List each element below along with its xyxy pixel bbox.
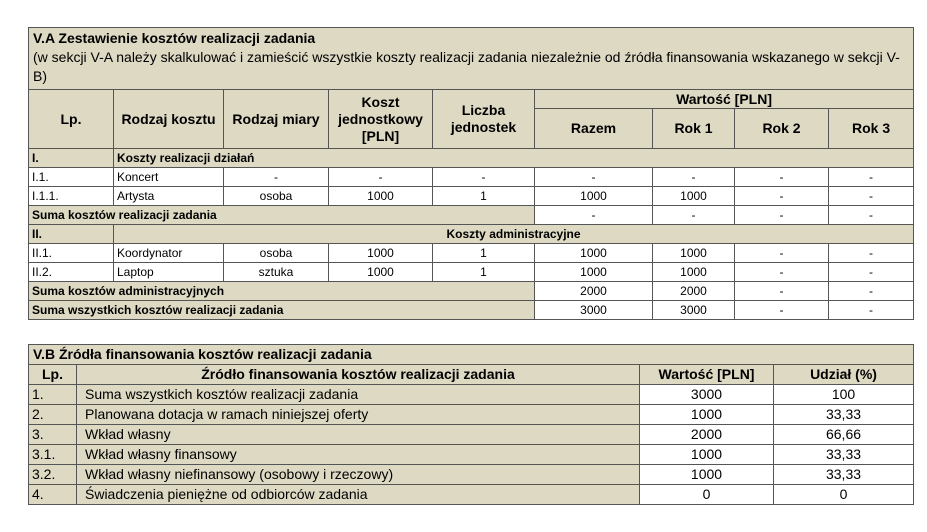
cell-wartosc: 3000 xyxy=(640,385,774,405)
table-row xyxy=(29,445,914,465)
group-label: Koszty administracyjne xyxy=(114,225,914,244)
cell-rok3: - xyxy=(829,244,914,263)
cell-rodzaj: Koordynator xyxy=(114,244,224,263)
cell-udzial: 100 xyxy=(774,385,914,405)
group-label: Koszty realizacji działań xyxy=(114,149,914,168)
cell-miara: sztuka xyxy=(224,263,329,282)
cell-rok3: - xyxy=(829,168,914,187)
cell-zrodlo: Świadczenia pieniężne od odbiorców zadania xyxy=(77,485,640,505)
sum-row xyxy=(29,206,914,225)
cell-rok3: - xyxy=(829,187,914,206)
cell-miara: osoba xyxy=(224,187,329,206)
cell-razem: 1000 xyxy=(535,187,653,206)
cell-koszt: 1000 xyxy=(329,263,433,282)
sum-label: Suma wszystkich kosztów realizacji zadania xyxy=(29,301,535,320)
table-row xyxy=(29,465,914,485)
header-rodzaj-miary: Rodzaj miary xyxy=(224,90,329,149)
table-row xyxy=(29,263,914,282)
cell-rok2: - xyxy=(735,263,829,282)
group-lp: II. xyxy=(29,225,114,244)
cell-lp: I.1.1. xyxy=(29,187,114,206)
cell-rok1: 1000 xyxy=(653,263,735,282)
group-lp: I. xyxy=(29,149,114,168)
cell-wartosc: 2000 xyxy=(640,425,774,445)
section-b-title-row xyxy=(29,345,914,365)
cell-wartosc: 1000 xyxy=(640,445,774,465)
table-row xyxy=(29,485,914,505)
cell-udzial: 66,66 xyxy=(774,425,914,445)
sum-rok2: - xyxy=(735,282,829,301)
cell-lp: II.2. xyxy=(29,263,114,282)
group-row xyxy=(29,149,914,168)
table-row xyxy=(29,244,914,263)
header-wartosc: Wartość [PLN] xyxy=(640,365,774,385)
section-a-title-row xyxy=(29,28,914,90)
cell-wartosc: 1000 xyxy=(640,405,774,425)
cell-liczba: - xyxy=(433,168,535,187)
cell-rok1: - xyxy=(653,168,735,187)
table-row xyxy=(29,187,914,206)
cell-rok1: 1000 xyxy=(653,187,735,206)
header-rok2: Rok 2 xyxy=(735,109,829,149)
cell-rodzaj: Koncert xyxy=(114,168,224,187)
cell-lp: 3.1. xyxy=(29,445,77,465)
header-row-1 xyxy=(29,90,914,109)
cell-zrodlo: Planowana dotacja w ramach niniejszej oferty xyxy=(77,405,640,425)
sum-rok2: - xyxy=(735,301,829,320)
sum-razem: 3000 xyxy=(535,301,653,320)
sum-row xyxy=(29,282,914,301)
cell-lp: 1. xyxy=(29,385,77,405)
cell-razem: - xyxy=(535,168,653,187)
table-row xyxy=(29,385,914,405)
cell-rodzaj: Laptop xyxy=(114,263,224,282)
sum-row xyxy=(29,301,914,320)
cell-lp: II.1. xyxy=(29,244,114,263)
sum-rok1: 2000 xyxy=(653,282,735,301)
header-razem: Razem xyxy=(535,109,653,149)
sum-label: Suma kosztów administracyjnych xyxy=(29,282,535,301)
cell-lp: 3. xyxy=(29,425,77,445)
cell-liczba: 1 xyxy=(433,187,535,206)
header-rok1: Rok 1 xyxy=(653,109,735,149)
cell-koszt: - xyxy=(329,168,433,187)
cell-koszt: 1000 xyxy=(329,244,433,263)
cell-lp: 3.2. xyxy=(29,465,77,485)
cell-zrodlo: Wkład własny finansowy xyxy=(77,445,640,465)
cost-summary-table xyxy=(28,27,914,320)
group-row xyxy=(29,225,914,244)
cell-rok3: - xyxy=(829,263,914,282)
cell-koszt: 1000 xyxy=(329,187,433,206)
cell-miara: osoba xyxy=(224,244,329,263)
cell-udzial: 33,33 xyxy=(774,465,914,485)
sum-rok3: - xyxy=(829,206,914,225)
cell-miara: - xyxy=(224,168,329,187)
header-lp: Lp. xyxy=(29,90,114,149)
header-koszt-jednostkowy: Koszt jednostkowy [PLN] xyxy=(329,90,433,149)
header-liczba-jednostek: Liczba jednostek xyxy=(433,90,535,149)
cell-lp: 2. xyxy=(29,405,77,425)
sum-label: Suma kosztów realizacji zadania xyxy=(29,206,535,225)
sum-rok1: 3000 xyxy=(653,301,735,320)
header-udzial: Udział (%) xyxy=(774,365,914,385)
sum-razem: - xyxy=(535,206,653,225)
table-row xyxy=(29,168,914,187)
cell-zrodlo: Wkład własny niefinansowy (osobowy i rzeczowy) xyxy=(77,465,640,485)
cell-razem: 1000 xyxy=(535,244,653,263)
section-b-title: V.B Źródła finansowania kosztów realizacji zadania xyxy=(29,345,914,365)
cell-liczba: 1 xyxy=(433,244,535,263)
funding-sources-table xyxy=(28,344,914,505)
sum-rok3: - xyxy=(829,282,914,301)
cell-rodzaj: Artysta xyxy=(114,187,224,206)
cell-rok2: - xyxy=(735,187,829,206)
header-rok3: Rok 3 xyxy=(829,109,914,149)
cell-rok2: - xyxy=(735,244,829,263)
section-a-title: V.A Zestawienie kosztów realizacji zadania xyxy=(33,30,316,46)
table-row xyxy=(29,405,914,425)
section-a-title-cell xyxy=(29,28,914,90)
cell-wartosc: 1000 xyxy=(640,465,774,485)
header-zrodlo: Źródło finansowania kosztów realizacji zadania xyxy=(77,365,640,385)
section-b-header-row xyxy=(29,365,914,385)
cell-liczba: 1 xyxy=(433,263,535,282)
sum-rok1: - xyxy=(653,206,735,225)
cell-udzial: 33,33 xyxy=(774,405,914,425)
cell-wartosc: 0 xyxy=(640,485,774,505)
cell-rok2: - xyxy=(735,168,829,187)
header-rodzaj-kosztu: Rodzaj kosztu xyxy=(114,90,224,149)
cell-lp: I.1. xyxy=(29,168,114,187)
header-lp: Lp. xyxy=(29,365,77,385)
sum-razem: 2000 xyxy=(535,282,653,301)
cell-udzial: 0 xyxy=(774,485,914,505)
cell-zrodlo: Wkład własny xyxy=(77,425,640,445)
header-wartosc: Wartość [PLN] xyxy=(535,90,914,109)
section-a-subtitle: (w sekcji V-A należy skalkulować i zamieścić wszystkie koszty realizacji zadania niezależnie od źródła finansowania wskazanego w sekcji V-B) xyxy=(33,49,900,84)
sum-rok2: - xyxy=(735,206,829,225)
cell-rok1: 1000 xyxy=(653,244,735,263)
cell-zrodlo: Suma wszystkich kosztów realizacji zadania xyxy=(77,385,640,405)
cell-lp: 4. xyxy=(29,485,77,505)
sum-rok3: - xyxy=(829,301,914,320)
table-row xyxy=(29,425,914,445)
cell-razem: 1000 xyxy=(535,263,653,282)
cell-udzial: 33,33 xyxy=(774,445,914,465)
